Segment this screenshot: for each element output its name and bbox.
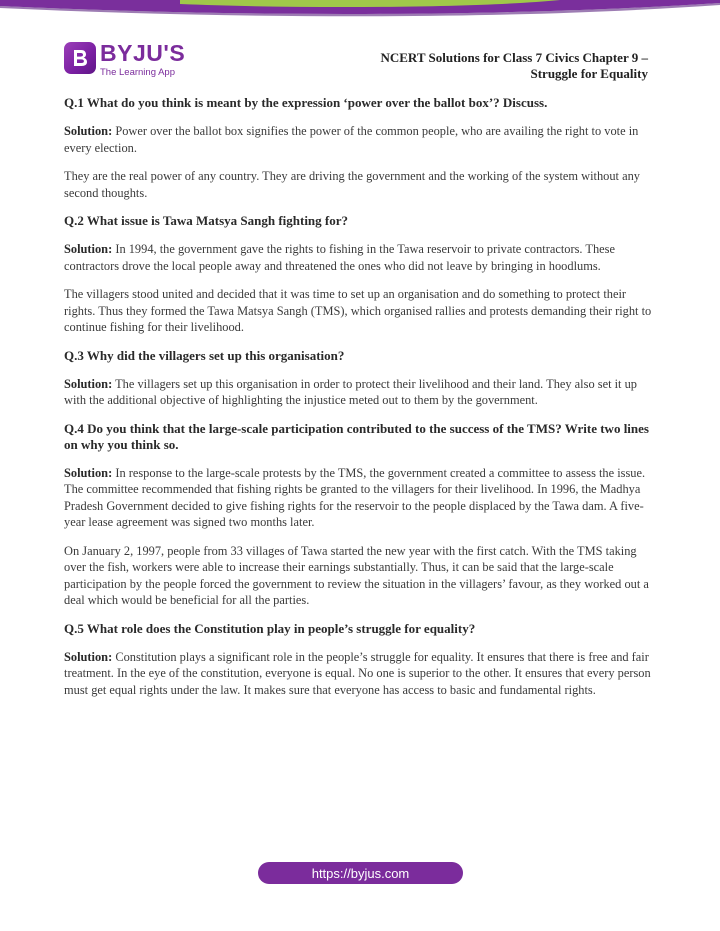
brand-logo bbox=[64, 42, 185, 78]
solution-4 bbox=[64, 465, 658, 531]
document-title-line-1: NCERT Solutions for Class 7 Civics Chapter 9 – bbox=[380, 50, 648, 65]
solution-1 bbox=[64, 123, 658, 156]
question-5: Q.5 What role does the Constitution play in people’s struggle for equality? bbox=[64, 620, 476, 636]
solution-5-text: Constitution plays a significant role in the people’s struggle for equality. It ensures that there is free and fair treatment. In the eye of the constitution, everyone is equal. No one is superior to the other. It ensures that every person must get equal rights under the law. It makes sure that everyone has access to basic and fundamental rights. bbox=[64, 649, 651, 697]
solution-label: Solution: bbox=[64, 242, 113, 256]
solution-2-text: In 1994, the government gave the rights to fishing in the Tawa reservoir to private contractors. These contractors drove the local people away and threatened the ones who did not leave by bringing in hoodlums. bbox=[64, 242, 615, 273]
header-decorative-band bbox=[0, 0, 720, 20]
solution-1-text: Power over the ballot box signifies the power of the common people, who are availing the right to vote in every election. bbox=[64, 124, 639, 155]
question-2: Q.2 What issue is Tawa Matsya Sangh fighting for? bbox=[64, 213, 349, 228]
byjus-b-icon bbox=[64, 42, 96, 74]
solution-label: Solution: bbox=[64, 124, 113, 138]
document-body bbox=[64, 95, 658, 710]
solution-2 bbox=[64, 241, 658, 274]
document-title-line-2: Struggle for Equality bbox=[530, 66, 648, 81]
brand-tagline: The Learning App bbox=[100, 67, 176, 78]
footer-url-link[interactable]: https://byjus.com bbox=[258, 862, 463, 884]
question-4: Q.4 Do you think that the large-scale participation contributed to the success of the TMS? Write two lines on why you think so. bbox=[64, 420, 649, 452]
paragraph-4-2: On January 2, 1997, people from 33 villages of Tawa started the new year with the first catch. With the TMS taking over the fish, workers were able to increase their earnings substantially. Thus, it can be said that the large-scale participation by the people forced the government to review the situation in the villagers’ favour, as they worked out a deal which would be beneficial for all the parties. bbox=[64, 543, 649, 607]
document-title bbox=[380, 50, 648, 82]
solution-3 bbox=[64, 376, 658, 409]
solution-4-text: In response to the large-scale protests by the TMS, the government created a committee to assess the issue. The committee recommended that fishing rights be granted to the villagers for their livelihood. In 1996, the Madhya Pradesh Government decided to give fishing rights for the reservoir to the people displaced by the Tawa dam. A five-year lease agreement was signed two months later. bbox=[64, 465, 646, 529]
solution-3-text: The villagers set up this organisation in order to protect their livelihood and their land. They also set it up with the additional objective of highlighting the injustice meted out to them by the government. bbox=[64, 376, 637, 407]
solution-label: Solution: bbox=[64, 649, 113, 664]
paragraph-1-2: They are the real power of any country. They are driving the government and the working of the system without any second thoughts. bbox=[64, 169, 640, 200]
solution-label: Solution: bbox=[64, 376, 113, 391]
question-3: Q.3 Why did the villagers set up this organisation? bbox=[64, 347, 345, 363]
solution-5 bbox=[64, 649, 658, 699]
question-1: Q.1 What do you think is meant by the expression ‘power over the ballot box’? Discuss. bbox=[64, 95, 548, 110]
solution-label: Solution: bbox=[64, 465, 113, 480]
paragraph-2-2: The villagers stood united and decided that it was time to set up an organisation and do something to protect their rights. Thus they formed the Tawa Matsya Sangh (TMS), which organised rallies and protests demanding their right to continue fishing for their livelihood. bbox=[64, 287, 652, 334]
brand-name: BYJU'S bbox=[100, 40, 186, 66]
